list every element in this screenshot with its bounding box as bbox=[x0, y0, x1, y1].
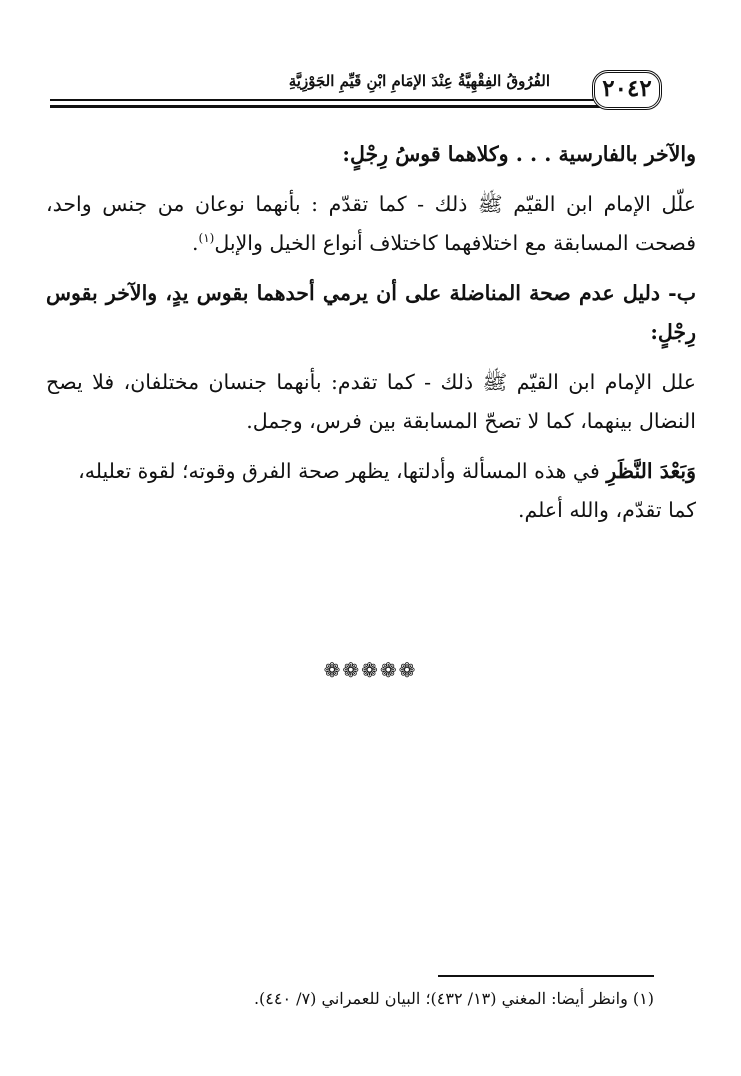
paragraph-2-end: . bbox=[192, 231, 199, 255]
paragraph-2 bbox=[46, 185, 696, 264]
paragraph-5-text: في هذه المسألة وأدلتها، يظهر صحة الفرق وقوته؛ لقوة تعليله، كما تقدّم، والله أعلم. bbox=[78, 458, 696, 522]
header-rule-thick bbox=[50, 105, 610, 108]
paragraph-5 bbox=[46, 452, 696, 531]
page-header bbox=[50, 62, 690, 122]
paragraph-1: والآخر بالفارسية . . . وكلاهما قوسُ رِجْلٍ: bbox=[342, 142, 696, 166]
section-separator: ❁❁❁❁❁ bbox=[323, 658, 418, 682]
footnote-reference[interactable]: (١) bbox=[198, 231, 215, 246]
paragraph-4: علل الإمام ابن القيّم ﷺ ذلك - كما تقدم: بأنهما جنسان مختلفان، فلا يصح النضال بينهما، كما لا تصحّ المسابقة بين فرس، وجمل. bbox=[46, 369, 696, 433]
paragraph-5-lead: وَبَعْدَ النَّظَرِ bbox=[606, 458, 696, 483]
main-text bbox=[46, 135, 696, 541]
footnote-divider bbox=[438, 975, 654, 977]
header-rule bbox=[50, 99, 610, 101]
footnote: (١) وانظر أيضا: المغني (١٣/ ٤٣٢)؛ البيان للعمراني (٧/ ٤٤٠). bbox=[253, 989, 654, 1008]
running-title: الفُرُوقُ الفِقْهِيَّةُ عِنْدَ الإمَامِ ابْنِ قَيِّمِ الجَوْزِيَّةِ bbox=[288, 72, 550, 90]
page-number: ٢٠٤٢ bbox=[592, 70, 662, 110]
paragraph-3: ب- دليل عدم صحة المناضلة على أن يرمي أحدهما بقوس يدٍ، والآخر بقوس رِجْلٍ: bbox=[46, 280, 696, 344]
paragraph-2-text: علّل الإمام ابن القيّم ﷺ ذلك - كما تقدّم : بأنهما نوعان من جنس واحد، فصحت المسابقة مع اختلافهما كاختلاف أنواع الخيل والإبل bbox=[46, 191, 696, 255]
